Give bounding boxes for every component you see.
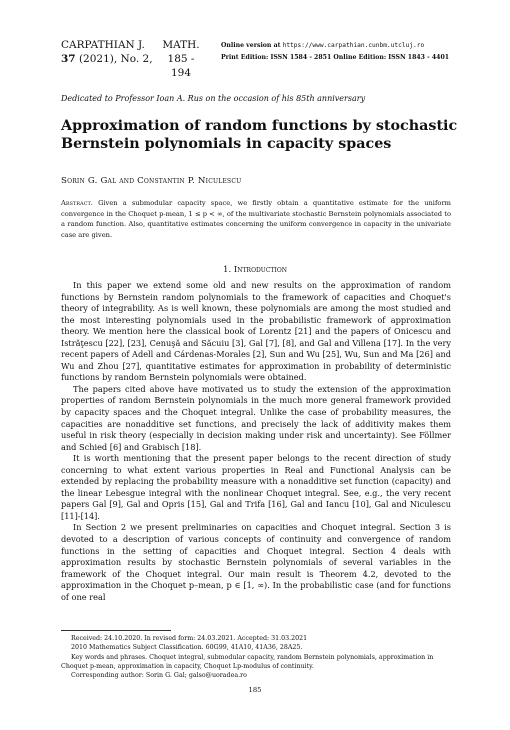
issn-line: Print Edition: ISSN 1584 - 2851 Online Edition: ISSN 1843 - 4401 — [221, 54, 450, 61]
footnotes — [61, 634, 451, 680]
online-url[interactable]: https://www.carpathian.cunbm.utcluj.ro — [282, 42, 425, 49]
body-text — [61, 280, 451, 603]
abstract-text: Given a submodular capacity space, we firstly obtain a quantitative estimate for the uniform convergence in the Choquet p-mean, 1 ≤ p < ∞, of the multivariate stochastic Bernstein polynomials associated to a random function. Also, quantitative estimates concerning the uniform convergence in capacity in the univariate case are given. — [61, 199, 451, 239]
page-range: 185 - 194 — [167, 53, 195, 79]
footnote-keywords: Key words and phrases. Choquet integral, submodular capacity, random Bernstein polynomials, approximation in Choquet p-mean, approximation in capacity, Choquet Lp-modulus of continuity. — [61, 653, 434, 670]
abstract — [61, 198, 451, 240]
online-label: Online version at — [221, 42, 283, 49]
footnote-rule — [61, 630, 171, 631]
issue-info: (2021), No. 2, — [75, 53, 153, 65]
journal-header — [61, 38, 153, 66]
paragraph: It is worth mentioning that the present paper belongs to the recent direction of study concerning to what extent various properties in Real and Functional Analysis can be extended by replacing the probability measure with a nonadditive set function (capacity) and the linear Lebesgue integral with the nonlinear Choquet integral. See, e.g., the very recent papers Gal [9], Gal and Opris [15], Gal and Trifa [16], Gal and Iancu [10], Gal and Niculescu [11]-[14]. — [61, 453, 451, 521]
footnote-received: Received: 24.10.2020. In revised form: 24.03.2021. Accepted: 31.03.2021 — [71, 635, 308, 642]
volume-number: 37 — [61, 53, 76, 65]
section-title: 1. Introduction — [222, 265, 287, 275]
subject-label: MATH. — [162, 39, 200, 51]
paragraph: In this paper we extend some old and new results on the approximation of random functions by Bernstein random polynomials to the framework of capacities and Choquet's theory of integrability. As is well known, these polynomials are among the most studied and the most interesting polynomials used in the probabilistic framework of approximation theory. We mention here the classical book of Lorentz [21] and the papers of Onicescu and Istrăţescu [22], [23], Cenuşă and Săcuiu [3], Gal [7], [8], and Gal and Villena [17]. In the very recent papers of Adell and Cárdenas-Morales [2], Sun and Wu [25], Wu, Sun and Ma [26] and Wu and Zhou [27], quantitative estimates for approximation in probability of deterministic functions by random Bernstein polynomials were obtained. — [61, 280, 451, 383]
journal-subject — [161, 38, 201, 80]
abstract-label: Abstract. — [61, 199, 93, 207]
footnote-classification: 2010 Mathematics Subject Classification. 60G99, 41A10, 41A36, 28A25. — [71, 644, 303, 652]
paragraph: In Section 2 we present preliminaries on capacities and Choquet integral. Section 3 is devoted to a description of various concepts of continuity and convergence of random functions in the setting of capacities and Choquet integral. Section 4 deals with approximation results by stochastic Bernstein polynomials of several variables in the framework of the Choquet integral. Our main result is Theorem 4.2, devoted to the approximation in the Choquet p–mean, p ∈ [1, ∞). In the probabilistic case (and for functions of one real — [61, 522, 451, 602]
journal-name: CARPATHIAN J. — [61, 39, 145, 51]
paragraph: The papers cited above have motivated us to study the extension of the approximation properties of random Bernstein polynomials in the much more general framework provided by capacity spaces and the Choquet integral. Unlike the case of probability measures, the capacities are nonadditive set functions, and precisely the lack of additivity makes them useful in risk theory (especially in decision making under risk and uncertainty). See Föllmer and Schied [6] and Grabisch [18]. — [61, 383, 451, 452]
online-info — [221, 40, 449, 64]
page-number: 185 — [248, 686, 262, 694]
dedication: Dedicated to Professor Ioan A. Rus on the occasion of his 85th anniversary — [61, 94, 366, 103]
authors: Sorin G. Gal and Constantin P. Niculescu — [61, 176, 242, 186]
footnote-corresponding: Corresponding author: Sorin G. Gal; galso@uoradea.ro — [71, 672, 247, 680]
paper-title: Approximation of random functions by stochastic Bernstein polynomials in capacity spaces — [61, 118, 458, 152]
